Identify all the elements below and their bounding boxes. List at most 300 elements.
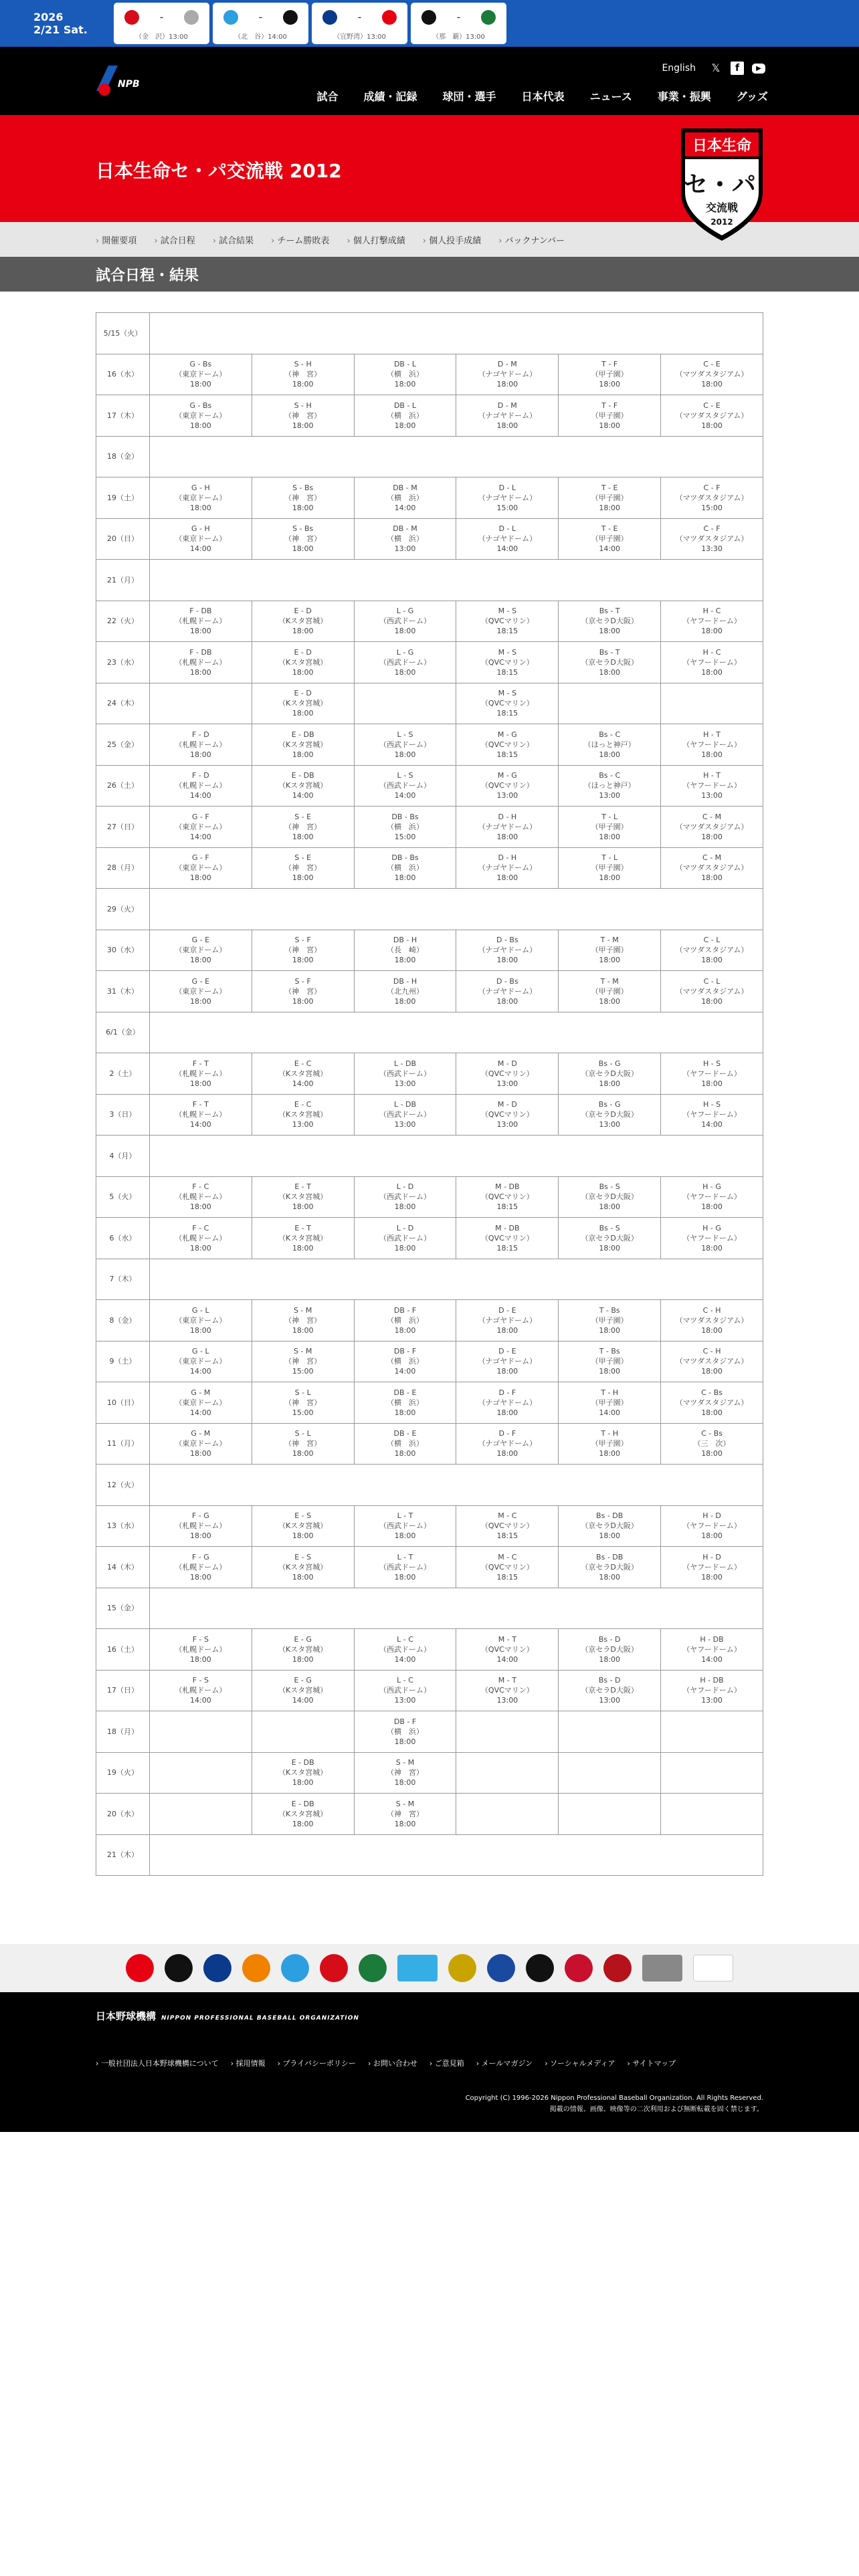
- schedule-date: 9（土）: [96, 1341, 150, 1382]
- game-cell[interactable]: [456, 1382, 559, 1424]
- nav-teams[interactable]: 球団・選手: [442, 90, 496, 103]
- game-cell[interactable]: [149, 1053, 252, 1095]
- game-cell[interactable]: [456, 1423, 559, 1465]
- game-time: 18:00: [394, 956, 416, 965]
- samurai-japan-logo-icon[interactable]: [693, 1955, 733, 1981]
- npb-logo[interactable]: [94, 60, 154, 100]
- game-matchup: S - Bs: [292, 483, 314, 492]
- game-cell[interactable]: [456, 1053, 559, 1095]
- game-venue: （甲子園）: [591, 863, 628, 873]
- team-logo-icon[interactable]: [203, 1954, 231, 1982]
- game-time: 18:00: [701, 667, 723, 677]
- game-cell[interactable]: [252, 1176, 354, 1218]
- game-cell[interactable]: [354, 518, 456, 560]
- game-venue: （ヤフードーム）: [682, 1644, 741, 1654]
- game-cell[interactable]: [661, 807, 763, 848]
- game-cell[interactable]: [252, 807, 354, 848]
- game-cell[interactable]: [456, 1505, 559, 1547]
- game-cell[interactable]: [354, 1218, 456, 1259]
- game-cell[interactable]: [252, 1423, 354, 1465]
- game-venue: （Kスタ宮城）: [278, 1069, 328, 1078]
- team-logo-icon[interactable]: [448, 1954, 476, 1982]
- game-matchup: S - H: [294, 401, 312, 410]
- game-time: 18:15: [496, 1531, 518, 1541]
- game-matchup: H - G: [702, 1182, 721, 1192]
- game-time: 18:00: [701, 627, 723, 636]
- game-cell[interactable]: [149, 642, 252, 683]
- game-cell[interactable]: [456, 1629, 559, 1671]
- game-cell[interactable]: [661, 477, 763, 519]
- game-cell[interactable]: [456, 642, 559, 683]
- game-cell: [559, 1711, 661, 1753]
- game-cell[interactable]: [456, 807, 559, 848]
- game-time: 18:00: [190, 380, 211, 389]
- game-cell[interactable]: [559, 1629, 661, 1671]
- game-cell[interactable]: [559, 1053, 661, 1095]
- game-cell[interactable]: [456, 1300, 559, 1341]
- game-cell[interactable]: [149, 1176, 252, 1218]
- game-cell[interactable]: [354, 1794, 456, 1835]
- game-time: 18:00: [599, 421, 621, 430]
- game-cell: [149, 1752, 252, 1794]
- subnav-standings[interactable]: › チーム勝敗表: [271, 233, 329, 246]
- game-cell[interactable]: [456, 1547, 559, 1588]
- game-cell[interactable]: [456, 1094, 559, 1136]
- game-cell[interactable]: [456, 683, 559, 724]
- game-cell[interactable]: [252, 1300, 354, 1341]
- game-cell[interactable]: [456, 1341, 559, 1382]
- game-matchup: C - Bs: [701, 1429, 723, 1438]
- game-cell[interactable]: [661, 1547, 763, 1588]
- score-card-info: （北 谷）14:00: [234, 33, 287, 41]
- game-cell[interactable]: [559, 1547, 661, 1588]
- game-cell[interactable]: [354, 1547, 456, 1588]
- game-time: 18:00: [190, 1243, 211, 1253]
- schedule-date: 29（火）: [96, 889, 150, 930]
- game-cell[interactable]: [149, 1629, 252, 1671]
- game-cell[interactable]: [252, 765, 354, 807]
- game-cell[interactable]: [456, 477, 559, 519]
- game-cell[interactable]: [661, 1300, 763, 1341]
- game-cell[interactable]: [252, 395, 354, 437]
- facebook-icon[interactable]: f: [731, 62, 744, 75]
- subnav-overview[interactable]: › 開催要項: [96, 233, 136, 246]
- game-cell[interactable]: [456, 518, 559, 560]
- game-cell[interactable]: [559, 724, 661, 766]
- game-matchup: C - M: [702, 853, 722, 863]
- game-matchup: T - F: [601, 401, 618, 410]
- game-cell[interactable]: [456, 765, 559, 807]
- subnav-results[interactable]: › 試合結果: [213, 233, 254, 246]
- game-cell[interactable]: [661, 642, 763, 683]
- schedule-date: 21（木）: [96, 1834, 150, 1876]
- team-logo-icon[interactable]: [565, 1954, 593, 1982]
- game-cell[interactable]: [559, 601, 661, 642]
- game-matchup: G - L: [192, 1305, 209, 1315]
- team-logo-icon[interactable]: [281, 1954, 309, 1982]
- game-time: 18:15: [496, 1572, 518, 1582]
- game-matchup: L - T: [397, 1552, 413, 1562]
- game-cell[interactable]: [252, 518, 354, 560]
- game-venue: （東京ドーム）: [175, 822, 227, 831]
- game-cell[interactable]: [559, 1670, 661, 1711]
- game-cell[interactable]: [661, 1423, 763, 1465]
- game-matchup: Bs - T: [599, 607, 620, 616]
- schedule-row: [96, 724, 763, 766]
- team-logo-icon[interactable]: [603, 1954, 632, 1982]
- nav-national-team[interactable]: 日本代表: [521, 90, 565, 103]
- game-cell[interactable]: [252, 1382, 354, 1424]
- game-cell[interactable]: [559, 1341, 661, 1382]
- game-time: 14:00: [190, 791, 211, 800]
- game-cell[interactable]: [661, 1670, 763, 1711]
- game-venue: （甲子園）: [591, 534, 628, 544]
- game-cell[interactable]: [149, 1670, 252, 1711]
- game-cell[interactable]: [354, 1670, 456, 1711]
- game-time: 18:00: [394, 1778, 416, 1788]
- game-cell[interactable]: [661, 601, 763, 642]
- game-cell: [661, 1711, 763, 1753]
- footer-link[interactable]: › プライバシーポリシー: [278, 2058, 356, 2068]
- game-matchup: S - L: [294, 1388, 311, 1397]
- game-cell[interactable]: [354, 1752, 456, 1794]
- game-venue: （ナゴヤドーム）: [478, 1357, 537, 1366]
- game-time: 18:00: [496, 873, 518, 883]
- game-cell[interactable]: [354, 477, 456, 519]
- game-cell[interactable]: [252, 642, 354, 683]
- team-logo-icon[interactable]: [165, 1954, 193, 1982]
- game-cell[interactable]: [559, 847, 661, 889]
- team-logo-icon[interactable]: [397, 1955, 438, 1981]
- game-cell[interactable]: [456, 930, 559, 971]
- schedule-row: [96, 847, 763, 889]
- game-matchup: D - L: [498, 483, 516, 492]
- game-cell[interactable]: [252, 1547, 354, 1588]
- game-cell[interactable]: [149, 1382, 252, 1424]
- game-cell[interactable]: [252, 1053, 354, 1095]
- game-time: 18:15: [496, 709, 518, 718]
- game-venue: （QVCマリン）: [480, 1562, 534, 1572]
- game-matchup: C - E: [703, 401, 721, 410]
- game-cell[interactable]: [661, 1505, 763, 1547]
- game-cell[interactable]: [354, 1382, 456, 1424]
- game-time: 13:00: [496, 1120, 518, 1130]
- footer-link[interactable]: › 採用情報: [231, 2058, 266, 2068]
- footer-link[interactable]: › ご意見箱: [430, 2058, 464, 2068]
- game-cell[interactable]: [252, 1794, 354, 1835]
- game-matchup: L - G: [396, 607, 414, 616]
- game-cell[interactable]: [354, 1423, 456, 1465]
- game-matchup: M - DB: [495, 1182, 520, 1192]
- game-cell[interactable]: [456, 724, 559, 766]
- game-cell[interactable]: [354, 1176, 456, 1218]
- game-venue: （神 宮）: [284, 946, 322, 955]
- game-cell[interactable]: [354, 642, 456, 683]
- game-venue: （マツダスタジアム）: [675, 370, 749, 379]
- game-cell[interactable]: [252, 1505, 354, 1547]
- game-cell: [559, 1794, 661, 1835]
- team-logo-icon: [184, 10, 199, 25]
- game-cell[interactable]: [661, 847, 763, 889]
- game-cell[interactable]: [559, 477, 661, 519]
- game-cell[interactable]: [149, 1547, 252, 1588]
- game-cell[interactable]: [456, 601, 559, 642]
- game-cell: [252, 1711, 354, 1753]
- schedule-row: [96, 1794, 763, 1835]
- game-matchup: C - L: [703, 936, 721, 945]
- game-cell[interactable]: [354, 765, 456, 807]
- game-time: 13:00: [394, 544, 416, 554]
- footer-link[interactable]: › サイトマップ: [627, 2058, 676, 2068]
- game-venue: （西武ドーム）: [379, 657, 431, 667]
- game-venue: （横 浜）: [387, 370, 423, 379]
- game-time: 13:00: [292, 1120, 314, 1130]
- game-cell[interactable]: [252, 1218, 354, 1259]
- game-cell[interactable]: [661, 1094, 763, 1136]
- game-cell[interactable]: [559, 1094, 661, 1136]
- game-cell[interactable]: [252, 724, 354, 766]
- game-cell[interactable]: [456, 354, 559, 395]
- game-cell[interactable]: [252, 1752, 354, 1794]
- game-matchup: D - L: [498, 524, 516, 534]
- game-cell[interactable]: [149, 1341, 252, 1382]
- game-venue: （Kスタ宮城）: [278, 781, 328, 790]
- nav-business[interactable]: 事業・振興: [657, 90, 711, 103]
- game-cell[interactable]: [354, 354, 456, 395]
- nav-goods[interactable]: グッズ: [736, 90, 768, 103]
- game-cell[interactable]: [354, 1053, 456, 1095]
- game-cell[interactable]: [559, 807, 661, 848]
- game-time: 14:00: [599, 544, 621, 554]
- game-cell[interactable]: [354, 1629, 456, 1671]
- game-cell[interactable]: [456, 971, 559, 1012]
- game-matchup: DB - M: [393, 524, 417, 534]
- game-cell[interactable]: [252, 477, 354, 519]
- game-matchup: T - Bs: [599, 1305, 620, 1315]
- game-time: 18:00: [292, 380, 314, 389]
- schedule-date: 16（水）: [96, 354, 150, 395]
- game-cell[interactable]: [354, 807, 456, 848]
- game-cell[interactable]: [661, 1341, 763, 1382]
- game-time: 14:00: [190, 544, 211, 554]
- game-time: 18:00: [292, 1449, 314, 1459]
- game-matchup: H - S: [702, 1100, 721, 1109]
- game-venue: （Kスタ宮城）: [278, 1110, 328, 1119]
- game-venue: （神 宮）: [284, 1398, 322, 1407]
- game-venue: （QVCマリン）: [480, 1521, 534, 1531]
- game-cell[interactable]: [252, 1670, 354, 1711]
- team-logo-icon[interactable]: [642, 1955, 682, 1981]
- game-cell[interactable]: [149, 518, 252, 560]
- game-cell[interactable]: [354, 601, 456, 642]
- game-time: 14:00: [701, 1120, 723, 1130]
- game-cell[interactable]: [149, 765, 252, 807]
- game-cell[interactable]: [252, 930, 354, 971]
- game-cell[interactable]: [661, 354, 763, 395]
- game-time: 18:00: [292, 503, 314, 512]
- game-cell[interactable]: [149, 1423, 252, 1465]
- game-matchup: F - C: [192, 1182, 209, 1192]
- game-time: 18:00: [394, 1325, 416, 1335]
- game-cell[interactable]: [149, 1300, 252, 1341]
- game-cell[interactable]: [559, 354, 661, 395]
- game-cell[interactable]: [354, 724, 456, 766]
- team-logo-icon[interactable]: [242, 1954, 270, 1982]
- game-venue: （京セラD大阪）: [581, 1686, 638, 1695]
- game-cell[interactable]: [559, 930, 661, 971]
- game-time: 14:00: [394, 1367, 416, 1376]
- game-venue: （京セラD大阪）: [581, 617, 638, 626]
- game-cell[interactable]: [559, 518, 661, 560]
- game-cell[interactable]: [149, 807, 252, 848]
- game-time: 18:00: [496, 1449, 518, 1459]
- game-venue: （神 宮）: [284, 1439, 322, 1448]
- subnav-backnumber[interactable]: › バックナンバー: [498, 233, 565, 246]
- game-cell[interactable]: [252, 683, 354, 724]
- game-cell[interactable]: [661, 765, 763, 807]
- team-logo-icon[interactable]: [126, 1954, 154, 1982]
- game-cell[interactable]: [354, 1711, 456, 1753]
- game-matchup: G - M: [191, 1388, 211, 1397]
- game-cell[interactable]: [149, 601, 252, 642]
- game-matchup: DB - Bs: [391, 812, 419, 821]
- game-venue: （神 宮）: [284, 370, 322, 379]
- nav-games[interactable]: 試合: [316, 90, 339, 103]
- game-cell[interactable]: [149, 1218, 252, 1259]
- game-cell[interactable]: [661, 1629, 763, 1671]
- game-venue: （横 浜）: [387, 1727, 423, 1736]
- game-matchup: F - S: [192, 1634, 209, 1644]
- game-cell[interactable]: [252, 354, 354, 395]
- game-cell[interactable]: [559, 642, 661, 683]
- game-cell[interactable]: [354, 395, 456, 437]
- game-cell[interactable]: [559, 1218, 661, 1259]
- subnav-batting[interactable]: › 個人打撃成績: [347, 233, 405, 246]
- game-matchup: H - DB: [700, 1634, 724, 1644]
- game-cell[interactable]: [354, 971, 456, 1012]
- game-cell[interactable]: [252, 601, 354, 642]
- score-card[interactable]: - （那 覇）13:00: [411, 3, 506, 44]
- game-cell[interactable]: [354, 930, 456, 971]
- x-icon[interactable]: 𝕏: [711, 62, 721, 74]
- game-venue: （Kスタ宮城）: [278, 1233, 328, 1243]
- game-cell[interactable]: [661, 724, 763, 766]
- game-cell[interactable]: [354, 1341, 456, 1382]
- game-cell[interactable]: [559, 1505, 661, 1547]
- game-cell[interactable]: [252, 1341, 354, 1382]
- game-cell[interactable]: [149, 1505, 252, 1547]
- game-cell[interactable]: [149, 1094, 252, 1136]
- game-cell[interactable]: [559, 765, 661, 807]
- game-cell[interactable]: [661, 395, 763, 437]
- game-cell[interactable]: [149, 724, 252, 766]
- game-cell[interactable]: [661, 1218, 763, 1259]
- footer-link[interactable]: › メールマガジン: [476, 2058, 533, 2068]
- game-cell[interactable]: [661, 1382, 763, 1424]
- game-cell[interactable]: [456, 847, 559, 889]
- game-cell[interactable]: [559, 1423, 661, 1465]
- score-card[interactable]: - （金 沢）13:00: [114, 3, 209, 44]
- english-link[interactable]: English: [662, 63, 696, 74]
- game-cell[interactable]: [252, 1094, 354, 1136]
- game-matchup: DB - F: [393, 1347, 417, 1356]
- game-cell[interactable]: [354, 1094, 456, 1136]
- game-cell[interactable]: [661, 1053, 763, 1095]
- game-cell[interactable]: [149, 477, 252, 519]
- schedule-date: 31（木）: [96, 971, 150, 1012]
- game-cell[interactable]: [149, 354, 252, 395]
- team-logo-icon[interactable]: [320, 1954, 348, 1982]
- game-venue: （神 宮）: [284, 534, 322, 544]
- game-matchup: G - E: [191, 976, 210, 986]
- game-cell[interactable]: [456, 1218, 559, 1259]
- game-cell[interactable]: [149, 930, 252, 971]
- game-cell[interactable]: [149, 971, 252, 1012]
- subnav-schedule[interactable]: › 試合日程: [154, 233, 195, 246]
- game-cell[interactable]: [354, 847, 456, 889]
- team-logo-icon[interactable]: [526, 1954, 554, 1982]
- nav-stats[interactable]: 成績・記録: [363, 90, 417, 103]
- game-cell[interactable]: [559, 1176, 661, 1218]
- game-venue: （京セラD大阪）: [581, 657, 638, 667]
- game-cell[interactable]: [456, 1176, 559, 1218]
- footer-link[interactable]: › お問い合わせ: [368, 2058, 417, 2068]
- game-cell[interactable]: [661, 971, 763, 1012]
- nav-news[interactable]: ニュース: [589, 90, 632, 103]
- game-venue: （甲子園）: [591, 946, 628, 955]
- game-venue: （札幌ドーム）: [175, 1686, 227, 1695]
- game-time: 18:00: [496, 956, 518, 965]
- game-cell[interactable]: [456, 1670, 559, 1711]
- game-cell[interactable]: [149, 395, 252, 437]
- game-cell[interactable]: [149, 847, 252, 889]
- game-cell[interactable]: [354, 1505, 456, 1547]
- footer-org[interactable]: 日本野球機構 NIPPON PROFESSIONAL BASEBALL ORGANIZATION: [96, 2010, 359, 2022]
- game-cell[interactable]: [559, 1382, 661, 1424]
- game-cell[interactable]: [661, 518, 763, 560]
- subnav-pitching[interactable]: › 個人投手成績: [423, 233, 481, 246]
- svg-text:NPB: NPB: [118, 79, 140, 90]
- game-cell[interactable]: [559, 1300, 661, 1341]
- game-cell[interactable]: [252, 847, 354, 889]
- game-cell[interactable]: [252, 1629, 354, 1671]
- game-cell: [661, 683, 763, 724]
- team-logo-icon[interactable]: [487, 1954, 515, 1982]
- schedule-table: [96, 312, 763, 1876]
- game-cell[interactable]: [354, 1300, 456, 1341]
- score-card-info: （金 沢）13:00: [135, 33, 188, 41]
- game-time: 18:00: [190, 750, 211, 759]
- footer-link[interactable]: › 一般社団法人日本野球機構について: [96, 2058, 219, 2068]
- score-card[interactable]: - （宜野湾）13:00: [312, 3, 407, 44]
- game-cell[interactable]: [559, 971, 661, 1012]
- score-card[interactable]: - （北 谷）14:00: [213, 3, 308, 44]
- footer-link[interactable]: › ソーシャルメディア: [545, 2058, 615, 2068]
- game-matchup: F - G: [191, 1552, 209, 1562]
- game-cell[interactable]: [252, 971, 354, 1012]
- youtube-icon[interactable]: ▶: [752, 64, 765, 74]
- game-matchup: F - DB: [189, 607, 212, 616]
- game-cell[interactable]: [456, 395, 559, 437]
- team-logo-icon[interactable]: [359, 1954, 387, 1982]
- game-cell[interactable]: [661, 930, 763, 971]
- game-cell[interactable]: [559, 395, 661, 437]
- game-cell: [559, 1752, 661, 1794]
- game-cell[interactable]: [661, 1176, 763, 1218]
- game-venue: （東京ドーム）: [175, 946, 227, 955]
- game-time: 18:00: [701, 1325, 723, 1335]
- game-matchup: L - C: [397, 1634, 413, 1644]
